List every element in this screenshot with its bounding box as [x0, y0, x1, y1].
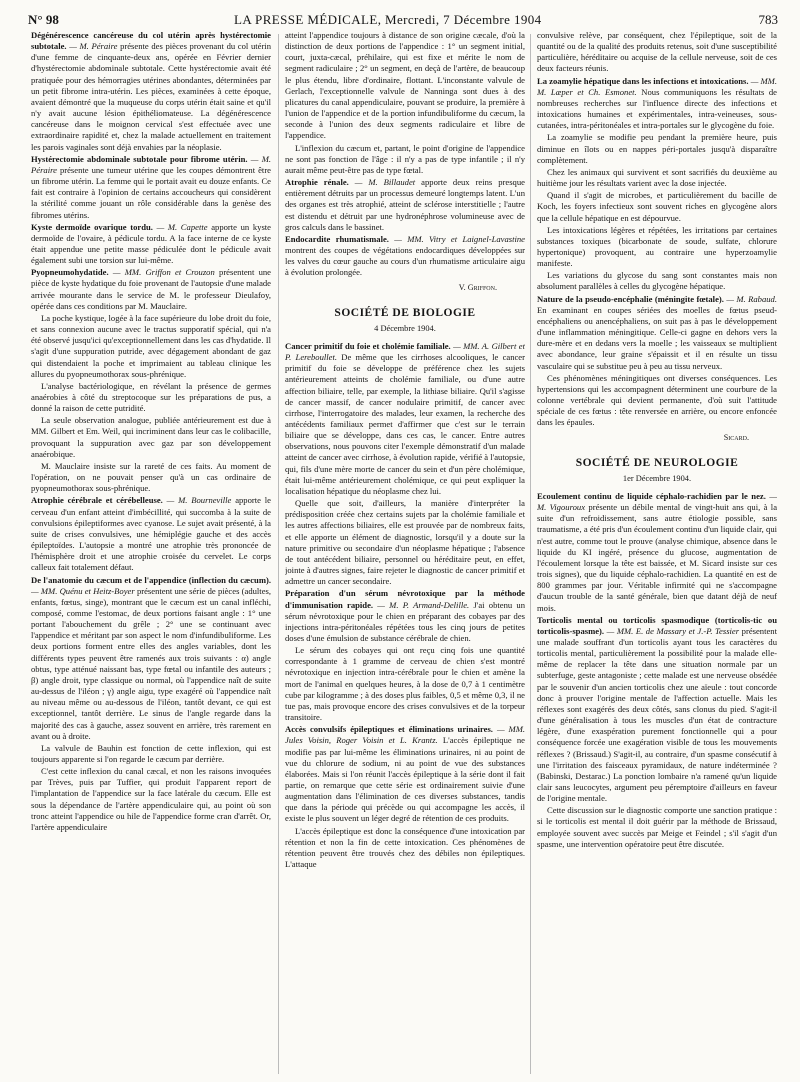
paragraph: Chez les animaux qui survivent et sont sacrifiés du deuxième au huitième jour les résultats varient avec la dose injectée. — [537, 166, 777, 189]
column-left — [31, 30, 271, 1078]
communication-text: présentent une malade souffrant d'un torticolis ayant tous les caractères du torticolis mental, particulièrement la possibilité pour la malade elle-même de replacer la tête dans une situation normale par un subterfuge, geste antagoniste ; cette malade est une nerveuse obsédée par le souvenir d'un ancien torticolis chez une aïeule : tout concorde donc à prouver l'origine mentale de l'affection actuelle. Mais les réflexes sont exagérés des deux côtés, sans clonus du pied. S'agit-il d'une généralisation à tous les muscles d'un état de contracture légère, d'une exaspération purement fonctionnelle qui a pour conséquence forcée une exagération visible de tous les mouvements réflexes ? (Brissaud.) S'agit-il, au contraire, d'un spasme consécutif à une l'irritation des faisceaux pyramidaux, de nature indéterminée ? (Babinski, Destarac.) La ponction lombaire n'a ramené qu'un liquide clair sans leucocytes, argument peu péremptoire d'ailleurs en faveur de l'origine mentale. — [537, 625, 777, 804]
communication-authors: — MM. Quénu et Heitz-Boyer — [31, 585, 135, 596]
section-date: 4 Décembre 1904. — [374, 323, 436, 333]
communication-title: Kyste dermoïde ovarique tordu. — [31, 221, 153, 232]
article-columns — [0, 30, 800, 1078]
communication-text: Nous communiquons les résultats de nombreuses recherches sur l'influence directe des infections et intoxications humaines et expérimentales, intra-veineuses, sous-cutanées, intra-péritonéales et intra-portales sur le glycogène du foie. — [537, 86, 777, 131]
communication-text: montrent des coupes de végétations endocardiques développées sur les valves du cœur gauche au cours d'un rhumatisme articulaire aigu à évolution prolongée. — [285, 244, 525, 278]
communication — [31, 222, 271, 267]
communication-text: présente un débile mental de vingt-huit ans qui, à la suite d'un refroidissement, sans autre étiologie possible, sans traumatisme, a été pris d'un écoulement continu d'un liquide clair, qui n'est autre, comme tout le prouve (analyse chimique, absence dans le liquide du KI ingéré, présence du glucose, augmentation de l'écoulement lorsque la tête est baissée, et M. Sicard insiste sur ces trois signes), que du liquide céphalo-rachidien. La quantité en est de 800 grammes par jour. Véritable infirmité qui ne s'accompagne d'aucun trouble de la santé générale, bien que datant déjà de neuf mois. — [537, 502, 777, 613]
paragraph: Quand il s'agit de microbes, et particulièrement du bacille de Koch, les foyers infectieux sont souvent riches en glycogène alors que la cellule hépatique en est dépourvue. — [537, 190, 777, 223]
paragraph: convulsive relève, par conséquent, chez l'épileptique, soit de la quantité ou de la qualité des produits retenus, soit d'une susceptibilité particulière, héréditaire ou acquise de la cellule nerveuse, soit de ces deux facteurs réunis. — [537, 30, 777, 74]
communication — [285, 724, 525, 824]
paragraph: Les intoxications légères et répétées, les irritations par certaines substances toxiques (bicarbonate de soude, sulfate, chlorure hypertonique) provoquent, au contraire une hyperzoamylie manifeste. — [537, 224, 777, 269]
communication — [285, 341, 525, 497]
communication-text: L'accès épileptique ne modifie pas par lui-même les éliminations urinaires, ni au point de vue du chlorure de sodium, ni au point de vue des substances élaborées. Mais si l'on réunit l'accès épileptique à la série dont il fait partie, on remarque que cette série est ordinairement suivie d'une augmentation dans l'élimination de ces diverses substances, tandis que dans la période qui précède ou qui accompagne les accès, il existe le plus souvent un léger degré de rétention de ces produits. — [285, 735, 525, 824]
communication — [31, 575, 271, 742]
communication-authors: — M. Péraire — [69, 41, 118, 52]
communication-authors: — M. Péraire — [31, 153, 271, 175]
communication — [31, 30, 271, 153]
communication-title: Accès convulsifs épileptiques et éliminations urinaires. — [285, 724, 493, 735]
communication-authors: — M. Billaudet — [354, 177, 416, 188]
paragraph: L'accès épileptique est donc la conséquence d'une intoxication par rétention et non la fin de cette intoxication. Ces phénomènes de rétention peuvent être trouvés chez des débiles non épileptiques. L'attaque — [285, 825, 525, 870]
paragraph: La poche kystique, logée à la face supérieure du lobe droit du foie, et sans connexion aucune avec le tractus supporatif spécial, qui n'a été observé jusqu'ici qu'exceptionnellement dans les cas d'hydatide. Il s'agit d'une suppuration putride, avec dégagement abondant de gaz qui distendaient la poche et imprimaient au tableau clinique les allures du pyopneumothorax sous-phrénique. — [31, 312, 271, 379]
communication — [537, 76, 777, 132]
paragraph: C'est cette inflexion du canal cæcal, et non les raisons invoquées par Trèves, puis par Tuffier, qui produit l'apparent report de l'implantation de l'appendice sur la face latérale du cæcum. Elle est sous la dépendance de l'artère appendiculaire qui, au point où son tronc atteint l'appendice ou hile de l'appendice forme cran d'arrêt. Or, l'artère appendiculaire — [31, 766, 271, 832]
communication-title: Dégénérescence cancéreuse du col utérin après hystérectomie subtotale. — [31, 30, 271, 52]
communication — [537, 294, 777, 372]
communication-text: De même que les cirrhoses alcooliques, le cancer primitif du foie se développe de préférence chez les sujets antérieurement atteints de cholémie familiale, ou d'une autre affection biliaire, telle, par exemple, la lithiase biliaire. Qu'il s'agisse de cancer massif, de cancer nodulaire primitif, de cancer avec cirrhose, l'interrogatoire des malades, leur examen, la recherche des antécédents familiaux permet d'affirmer que c'est sur le terrain biliaire que se développe, dans ces cas, le cancer. Entre autres observations, nous pouvons citer l'exemple démonstratif d'un malade atteint de cancer avec cirrhose, à évolution rapide, vérifié à l'autopsie, qui, fils d'une mère morte de cancer du sein et d'un père cholémique, était lui-même antérieurement cholémique, ce qui peut expliquer la localisation hépatique du néoplasme chez lui. — [285, 352, 525, 496]
journal-title-date: LA PRESSE MÉDICALE, Mercredi, 7 Décembre 1904 — [234, 12, 542, 27]
communication — [537, 491, 777, 614]
communication-title: Ecoulement continu de liquide céphalo-rachidien par le nez. — [537, 490, 766, 501]
issue-number: N° 98 — [28, 12, 59, 27]
communication-text: En examinant en coupes sériées des moelles de fœtus pseud-encéphaliens ou anencéphaliens, on suit pas à pas le développement d'une inflammation méningitique. Celle-ci gagne en dehors vers la dure-mère et en dedans vers la moelle ; les vaisseaux se multiplient avec abondance, leur graine s'épaissit et il en résulte un tissu vasculaire qui se substitue peu à peu au tissu nerveux. — [537, 304, 777, 371]
communication — [31, 267, 271, 312]
paragraph: Cette discussion sur le diagnostic comporte une sanction pratique : si le torticolis est mental il doit guérir par la méthode de Brissaud, employée souvent avec succès par Meige et Feindel ; s'il s'agit d'un spasme, une intervention opératoire peut être discutée. — [537, 805, 777, 849]
signature: V. Griffon. — [458, 283, 497, 293]
communication-authors: — M. Vigouroux — [537, 490, 777, 513]
column-middle — [285, 30, 525, 1078]
communication-text: présentent une pièce de kyste hydatique du foie provenant de l'autopsie d'une malade arrivée mourante dans le service de M. le professeur Dieulafoy, opérée dans ces conditions par M. Mauclaire. — [31, 267, 271, 311]
communication-text: présente une tumeur utérine que les coupes démontrent être un fibrome utérin. La femme qui le portait avait eu douze enfants. Ce fait est contraire à l'opinion de certains accoucheurs qui considèrent la stérilité comme jouant un rôle considérable dans la genèse des fibromes utérins. — [31, 164, 271, 220]
communication-authors: — MM. M. Læper et Ch. Esmonet. — [537, 75, 777, 97]
paragraph: M. Mauclaire insiste sur la rareté de ces faits. Au moment de l'opération, on ne pouvait penser qu'à un cas ordinaire de pyopneumothorax sous-phrénique. — [31, 460, 271, 494]
communication-text: présente des pièces provenant du col utérin d'une femme de cinquante-deux ans, opérée en Février dernier d'hystérectomie abdominale subtotale. Cette hystérectomie avait été pratiquée pour des hémorragies utérines abondantes, déterminées par un petit fibrome intra-utérin. Les pièces, examinées à cette époque, avaient démontré que la muqueuse du corps utérin était saine et qu'il n'y avait aucune lésion épithéliomateuse. La dégénérescence cancéreuse dans le moignon cervical s'est effectuée avec une extraordinaire rapidité et, chez la malade actuellement en traitement les parois vaginales sont déjà envahies par la néoplasie. — [31, 41, 271, 152]
communication-authors: — M. P. Armand-Delille. — [377, 599, 470, 610]
communication-title: De l'anatomie du cæcum et de l'appendice (inflection du cæcum). — [31, 574, 271, 585]
paragraph: Les variations du glycose du sang sont constantes mais non absolument parallèles à celles du glycogène hépatique. — [537, 270, 777, 292]
communication-authors: — M. Bourneville — [166, 495, 232, 506]
page-number: 783 — [758, 12, 778, 27]
paragraph: Quelle que soit, d'ailleurs, la manière d'interpréter la prédisposition créée chez certains sujets par la cholémie familiale et les autres affections biliaires, elle est prouvée par de nombreux faits, et elle apporte un élément de diagnostic, lorsqu'il y a doute sur la nature primitive ou secondaire d'un néoplasme hépatique ; l'absence de tout antécédent biliaire, personnel ou héréditaire peut, en effet, jointe à d'autres signes, faire rejeter le diagnostic de cancer primitif et admettre un cancer secondaire. — [285, 498, 525, 587]
communication-authors: — MM. Vitry et Laignel-Lavastine — [394, 233, 525, 244]
communication-title: Préparation d'un sérum névrotoxique par la méthode d'immunisation rapide. — [285, 588, 525, 610]
communication — [285, 177, 525, 233]
communication — [537, 615, 777, 805]
communication-text: apporte un kyste dermoïde de l'ovaire, à pédicule tordu. A la face interne de ce kyste était appendue une petite masse pédiculée dont le pédicule avait également subi une torsion sur lui-même. — [31, 221, 271, 266]
communication — [31, 495, 271, 573]
paragraph: Le sérum des cobayes qui ont reçu cinq fois une quantité correspondante à 1 gramme de cerveau de chien s'est montré névrotoxique en injection intra-cérébrale pour le chien et amène la mort de l'animal en quelques heures, à la dose de 0,7 à 1 centimètre cube par kilogramme ; à des doses plus faibles, 0,5 et même 0,3, il ne tue pas, mais provoque encore des crises convulsives et de la torpeur transitoire. — [285, 645, 525, 723]
communication-title: Atrophie rénale. — [285, 177, 349, 188]
column-right — [537, 30, 777, 1078]
paragraph: L'analyse bactériologique, en révélant la présence de germes anaérobies à côté du streptocoque sur les préparations de pus, a donné la raison de cette putridité. — [31, 380, 271, 414]
paragraph: La zoamylie se modifie peu pendant la première heure, puis diminue en îlots ou en nappes péri-portales jusqu'à disparaître complètement. — [537, 132, 777, 165]
communication-authors: — M. Rabaud. — [726, 293, 777, 304]
section-heading: SOCIÉTÉ DE BIOLOGIE — [334, 306, 476, 319]
communication — [285, 234, 525, 279]
paragraph: Ces phénomènes méningitiques ont diverses conséquences. Les hypertensions qui les accompagnent déterminent une courbure de la colonne vertébrale qui devient permanente, d'où suit l'attitude spéciale de ces fœtus : tête renversée en arrière, ou encore enfoncée dans les épaules. — [537, 372, 777, 428]
communication-text: J'ai obtenu un sérum névrotoxique pour le chien en préparant des cobayes par des injections intra-péritonéales répétées tous les cinq jours de petites doses d'une émulsion de substance cérébrale de chien. — [285, 599, 525, 643]
communication — [31, 154, 271, 221]
communication-text: apporte deux reins presque entièrement détruits par un processus demeuré longtemps latent. L'un des organes est très atrophié, atteint de sclérose interstitielle ; l'autre est distendu et détruit par une hydronéphrose volumineuse avec de gros calculs dans le bassinet. — [285, 177, 525, 232]
communication-title: Hystérectomie abdominale subtotale pour fibrome utérin. — [31, 153, 248, 164]
communication-authors: — MM. Jules Voisin, Roger Voisin et L. Krantz. — [285, 724, 525, 746]
communication-title: Pyopneumohydatide. — [31, 267, 109, 278]
communication — [285, 588, 525, 644]
communication-text: apporte le cerveau d'un enfant atteint d'imbécillité, qui succomba à la suite de convulsions épileptiformes avec cyanose. Le sujet avait présenté, à la suite de crises convulsives, une hémiplégie gauche et des accès épileptoïdes. L'autopsie a montré une atrophie très prononcée de l'hémisphère droit et une atrophie croisée du cervelet. Le corps calleux fait totalement défaut. — [31, 495, 271, 573]
communication-authors: — MM. Griffon et Crouzon — [112, 267, 215, 278]
communication-title: Cancer primitif du foie et cholémie familiale. — [285, 340, 451, 351]
communication-authors: — MM. A. Gilbert et P. Lereboullet. — [285, 340, 525, 363]
communication-authors: — MM. E. de Massary et J.-P. Tessier — [606, 625, 740, 636]
signature: Sicard. — [723, 433, 749, 443]
section-heading: SOCIÉTÉ DE NEUROLOGIE — [575, 456, 739, 469]
paragraph: La valvule de Bauhin est fonction de cette inflexion, qui est toujours apparente si l'on regarde le cæcum par derrière. — [31, 742, 271, 764]
section-date: 1er Décembre 1904. — [622, 473, 692, 483]
communication-title: Endocardite rhumatismale. — [285, 233, 389, 244]
communication-title: Torticolis mental ou torticolis spasmodique (torticolis-tic ou torticolis-spasme). — [537, 614, 777, 636]
paragraph: L'inflexion du cæcum et, partant, le point d'origine de l'appendice ne sont pas fonction de l'âge : il n'y a pas de type infantile ; il n'y aurait même peut-être pas de type fœtal. — [285, 142, 525, 175]
communication-authors: — M. Capette — [156, 221, 208, 232]
communication-title: Nature de la pseudo-encéphalie (méningite fœtale). — [537, 293, 724, 304]
communication-title: Atrophie cérébrale et cérébelleuse. — [31, 495, 163, 506]
paragraph: atteint l'appendice toujours à distance de son origine cæcale, d'où la distinction de deux portions de l'appendice : 1° un segment initial, court, juxta-cæcal, préhilaire, qui est fixe et mérite le nom de segment radiculaire ; 2° un segment, en deçà de l'artère, de beaucoup le plus étendu, libre d'ordinaire, flottant. L'inconstante valvule de Gerlach, l'exceptionnelle valvule de Nanninga sont dues à des plicatures du canal appendiculaire, pouvant se produire, la première à l'union de l'appendice et de la portion infundibuliforme du cæcum, la seconde à l'union des deux segments radiculaire et libre de l'appendice. — [285, 30, 525, 141]
communication-text: présentent une série de pièces (adultes, enfants, fœtus, singe), montrant que le cæcum est un canal infléchi, composé, comme l'estomac, de deux portions faisant angle : 1° une portant l'abouchement du grêle ; 2° une se continuant avec l'appendice et méritant par son aspect le nom d'infundibuliforme. Les deux portions forment entre elles des angles variables, dont les différents types peuvent être ramenés aux trois suivants : α) angle obtus, type atténué naissant bas, type fœtal ou infantile des auteurs ; β) angle droit, type classique ou normal, où l'appendice naît de suite au-dessus de l'iléon ; γ) angle aigu, type exagéré où l'appendice naît au niveau même ou au-dessous de l'iléon, tantôt devant, ce qui est exceptionnel, tantôt derrière. Le sinus de l'angle regarde dans la majorité des cas à gauche, assez souvent en arrière, très rarement en avant ou à droite. — [31, 585, 271, 741]
paragraph: La seule observation analogue, publiée antérieurement est due à MM. Gilbert et Em. Weil, qui incriminent dans leur cas le colibacille, provoquant la suppuration avec gaz par son développement anaérobique. — [31, 415, 271, 459]
communication-title: La zoamylie hépatique dans les infections et intoxications. — [537, 75, 749, 86]
